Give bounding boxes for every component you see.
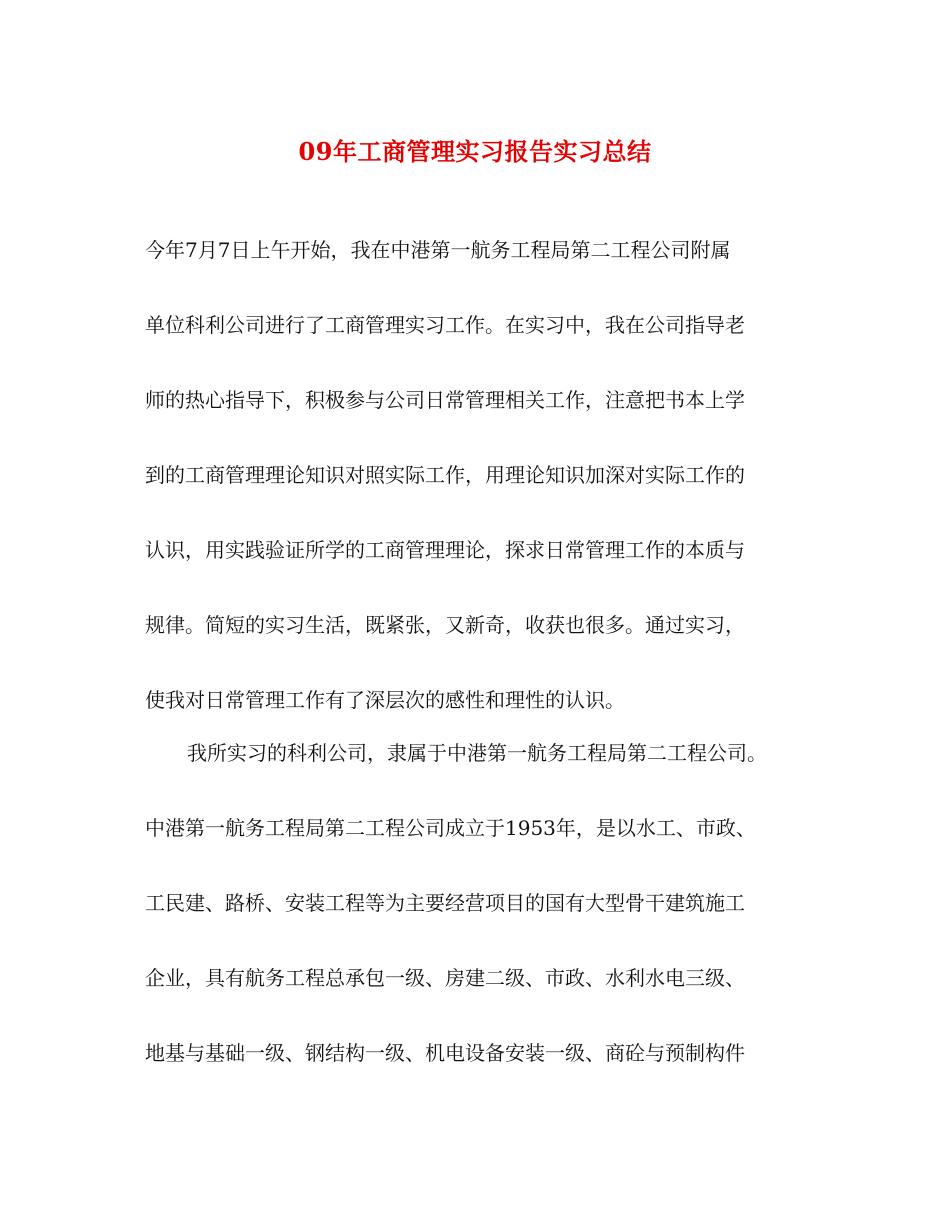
- paragraph-line: 今年7月7日上午开始，我在中港第一航务工程局第二工程公司附属: [145, 238, 731, 262]
- paragraph-line: 使我对日常管理工作有了深层次的感性和理性的认识。: [145, 688, 625, 712]
- paragraph-line: 师的热心指导下，积极参与公司日常管理相关工作，注意把书本上学: [145, 388, 745, 412]
- paragraph-line: 规律。简短的实习生活，既紧张，又新奇，收获也很多。通过实习，: [145, 613, 745, 637]
- paragraph-line: 地基与基础一级、钢结构一级、机电设备安装一级、商砼与预制构件: [145, 1041, 745, 1065]
- paragraph-line: 企业，具有航务工程总承包一级、房建二级、市政、水利水电三级、: [145, 966, 745, 990]
- document-title: 09年工商管理实习报告实习总结: [298, 137, 652, 166]
- paragraph-line: 单位科利公司进行了工商管理实习工作。在实习中，我在公司指导老: [145, 313, 745, 337]
- paragraph-line: 我所实习的科利公司，隶属于中港第一航务工程局第二工程公司。: [187, 741, 767, 765]
- paragraph-line: 到的工商管理理论知识对照实际工作，用理论知识加深对实际工作的: [145, 463, 745, 487]
- paragraph-line: 中港第一航务工程局第二工程公司成立于1953年，是以水工、市政、: [145, 816, 756, 840]
- paragraph-line: 认识，用实践验证所学的工商管理理论，探求日常管理工作的本质与: [145, 538, 745, 562]
- paragraph-line: 工民建、路桥、安装工程等为主要经营项目的国有大型骨干建筑施工: [145, 891, 745, 915]
